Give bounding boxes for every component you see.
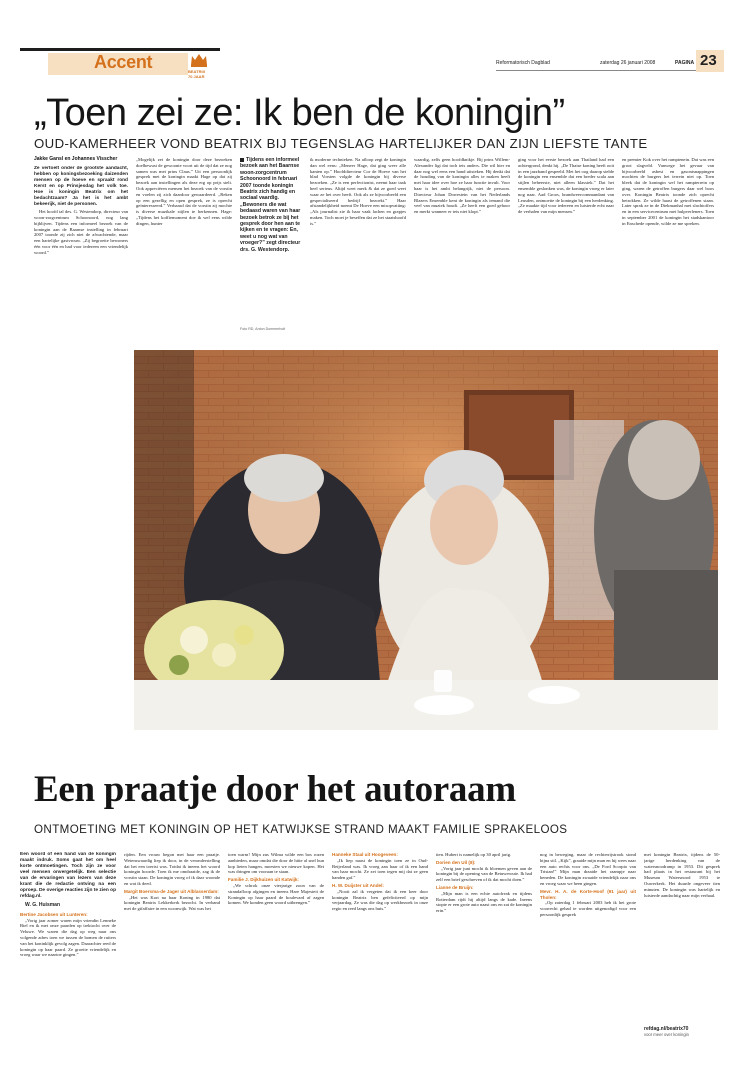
edition-date: zaterdag 26 januari 2008 xyxy=(600,60,656,66)
article1-column-1 xyxy=(34,166,128,726)
article2-col5-body: tien. Hubert is namelijk op 30 april jarig. xyxy=(436,852,512,857)
main-photo xyxy=(134,350,718,730)
article1-col5-body: ging voor het eerste bezoek aan Thailand had een achtergrond, denkt hij. „De Thaise koning heeft ooit in een jazzband gespeeld. Met het oog daarop stelde de koningin een ensemble dat een breder scala aan stijlen beheerste, niet alleen klassiek.” Dat het ensemble geslonken was, de koningin vroeg er later nog naar. Aad Groos, brandweercommandant van Leusden, ontmoette de koningin bij een herdenking. „Ze maakte tijd voor iedereen en luisterde echt naar de verhalen van mijn mensen.” xyxy=(518,157,614,215)
article2-column-6 xyxy=(540,852,636,1048)
article2-column-4 xyxy=(332,852,428,1048)
header-bar xyxy=(20,48,720,82)
article1-column-5 xyxy=(518,157,614,347)
photo-credit: Foto RD, Anton Dommerholt xyxy=(240,327,286,331)
article1-col4-body: waardig, zelfs geen hoofdknikje. Bij prins Willem-Alexander ligt dat toch iets anders. Die wil hier en daar nog wel eens een hand uitsteken. Hij denkt dat de houding van de koningin alles te maken heeft met haar idee over hoe ze haar functie invult. Voor haar is het ambt belangrijk, niet de persoon. Directeur Johan Dorrestein van het Nederlands Blazers Ensemble kent de koningin als iemand die veel van muziek houdt. „Ze heeft een goed gehoor en merkt wanneer er iets niet klopt.” xyxy=(414,157,510,215)
article2-col5-subhead-1: Dorien den Uil (8): xyxy=(436,859,476,865)
article1-col6-body: en premier Kok over het ramptenein. Dat was een groot slagveld. Vanwege het gevaar van bijvoorbeeld asbest en gasontsnappingen mochten de burgers het terrein niet op. Toen bleek dat de koningin wel het rampterrein op ging, waren de getroffen burgers daar wel boos over. Koningin Beatrix toonde zich oprecht betrokken. Ze wilde haast de getroffenen staan. Later sprak ze in de Diekmanhal met slachtoffers en in een servicecentrum met hulpverleners. Toen in september 2001 de koningin het stadskantoor in Enschede opende, wilde ze me spreken. xyxy=(622,157,714,226)
article2-column-1 xyxy=(20,852,116,1048)
footer-link-box[interactable] xyxy=(644,1026,720,1044)
article1-intro: Ze vertoelt onder de grootste aandacht, hebben op koningsbezoeking daizenden mensen op de hoeve en spraakt rond Kerst en op Prinsjesdag het volk toe. Hoe is koningin Beatrix om het bedachtzaam? Ja het is het ambt bekeerijk, niet de personen. xyxy=(34,166,128,207)
article2-column-3 xyxy=(228,852,324,1048)
article2-col4-subhead-1: Hanneke Staal uit Hoogeveen: xyxy=(332,852,398,857)
article2-col6-subhead: Mevr. H. A. de Korte-Hoof (91 jaar) uit Tholen: xyxy=(540,888,636,900)
article2-col1-subhead: Bertine Jacobsen uit Lunteren: xyxy=(20,911,88,917)
article2-byline: W. G. Huisman xyxy=(25,902,61,908)
article1-column-2 xyxy=(136,157,232,347)
article1-col3-body: ik moderne technieken. Na afloop zegt de koningin dan wel eens: „Meneer Hage, dat ging weer alle kanten op.” Hoofddirecteur Cor de Hoeve van het blad Vorsten volgde de koningin bij diverse bezoeken. „Ze is een perfectionist, neemt haar taak heel serieus. Altijd weet merk & dat ze goed weet waar ze het over heeft. Ook als ze bijvoorbeeld een gespecialiseerd bedrijf bezoekt.” Haar afstandelijkheid noemt De Hoeve een misopvatting: „Als journalist zie ik haar vaak lachen en grapjes maken. Toch moet je beseffen dat ze het staatshoofd is.” xyxy=(310,157,406,226)
logo-line-2: 70 JAAR xyxy=(188,74,205,79)
article2-col2b-body: „Het was Kort na haar Koning in 1980 dat koningin Beatrix Lekkerkerk bezocht. In verband met de gifaffaire in een woonwijk. Wat was het xyxy=(124,894,220,912)
page-number: 23 xyxy=(700,52,717,69)
article2-col5a-body: „Vorig jaar juni mocht ik bloemen geven aan de koningin bij de opening van de Betuweroute. Ik had zelf een brief geschreven of ik dat mocht doen.” xyxy=(436,865,532,883)
article2-column-7 xyxy=(644,852,720,1022)
article2-col4b-body: „Nooit zal ik vergeten dat ik een keer door koningin Beatrix ben gefeliciteerd op mijn verjaardag. Ze was die dag op werkbezoek in onze regio en reed langs ons huis.” xyxy=(332,888,428,912)
article2-col2-subhead: Margit Boersma-de Jager uit Alblasserdam: xyxy=(124,888,219,894)
article2-headline: Een praatje door het autoraam xyxy=(34,769,516,810)
footer-note: voor meer over koningin xyxy=(644,1032,689,1037)
article2-col3-body: toen warm! Mijn zus Wilma wilde een bos rozen aanbieden, maar omdat die door de hitte al snel hun kop lieten hangen, moesten we nieuwe kopen. Het was dringen om vooraan te staan. xyxy=(228,852,324,875)
article1-column-6 xyxy=(622,157,714,347)
article2-col5-subhead-2: Lianne de Bruijn: xyxy=(436,884,474,890)
article2-col2-body: rijden. Een vrouw begon met haar een praatje. Wetenswaardig liep ik door, in de veronderstelling dat het een toerist was. Totdat ik ineens het woord koningin hoorde. Toen ik me omdraaide, zag ik de vorstin staan. De koningin vroeg of ik daar woonde en wat ik deed. xyxy=(124,852,220,886)
article2-column-5 xyxy=(436,852,532,1048)
article2-col5b-body: „Mijn man is een echte autofreak en tijdens Rotterdam rijdt hij altijd langs de kade. Ineens stopte er een grote auto naast ons en zat de koningin erin.” xyxy=(436,890,532,914)
article1-column-3 xyxy=(310,157,406,347)
pull-quote-text: Tijdens een informeel bezoek aan het Baarnse woon-zorgcentrum Schoonoord in februari 2007 toonde koningin Beatrix zich handig en sociaal vaardig. „Bewoners die wat bedaasd waren van haar bezoek betrok ze bij het gesprek door hen aan te kijken en te vragen: En, weet u nog wat van vroeger?” zegt directeur drs. G. Westendorp. xyxy=(240,157,301,253)
article1-subhead: OUD-KAMERHEER VOND BEATRIX BIJ TEGENSLAG HARTELIJKER DAN ZIJN LIEFSTE TANTE xyxy=(34,136,648,151)
page-label: PAGINA xyxy=(675,60,695,66)
article1-byline: Jakke Gansl en Johannes Visscher xyxy=(34,156,118,162)
article1-col1-body: Het hoofd tal des. G. Westendorp, directeur van woon-zorgcentrum Schoonoord, nog lang bijblijven. Tijdens een informeel bezoek van de koningin aan de Baarnse instelling in februari 2007 toonde zij zich niet de afwachtende, maar een hartelijke gastvrouw. „Zij begroette bewoners één voor één en had voor iedereen een vriendelijk woord.” xyxy=(34,209,128,255)
article1-column-4 xyxy=(414,157,510,347)
article2-col6-body: nog in beweging, maar de rechterrijstrook stond bijna stil. „Kijk”, graaide mijn man en hij wees naar een auto rechts voor ons. „De Ford Scorpio van Tristan!” Mijn man draaide het raampje naar beneden. De koningin zwaaide vriendelijk naar ons en vroeg waar we heen gingen. xyxy=(540,852,636,886)
article1-col2-body: „Mogelijk zet de koningin door deze bezoeken doelbewust de gewoonte voort uit de tijd dat ze nog samen was met prins Claus.” Uit een persoonlijk gesprek met de koningin maakt Hage op dat zij bezoek aan instellingen als deze erg op prijs stelt. Ook appreciëren mensen het bezoek van de vorstin en voelen zij zich daardoor gewaardeerd. „Reken op een gezellig en open gesprek, ze is oprecht geïnteresseerd.” Verbaasd dat de vorstin zij mochte is diverse muzikale stijlen te herkennen. Hage: „Tijdens het koffiemoment doe ik wel eens wilde dingen, hunter xyxy=(136,157,232,226)
accent-rule xyxy=(20,48,220,51)
article2-col1-body: „Vorig jaar zomer waren mijn vriendin Lenneke Biel en ik met onze paarden op trektocht over de Veluwe. We waren die dag op weg naar ons volgende adres toen we tussen de bomen de ruiters van het koninklijk gevolg zagen. Daarachter reed de koningin op haar paard. Ze groette vriendelijk en vroeg waar we naartoe gingen.” xyxy=(20,917,116,958)
crown-icon xyxy=(190,52,208,68)
section-title: Accent xyxy=(94,52,153,72)
article2-column-2 xyxy=(124,852,220,1048)
article2-col3-subhead: Familie J. Dijkhuizen uit Katwijk: xyxy=(228,877,299,883)
article2-col3b-body: „We schrok onze vierjarige zoon van de strandafloop afgingen en ineens Hare Majesteit de Koningin op haar paard de boulevard af zagen komen. We konden geen woord uitbrengen.” xyxy=(228,882,324,906)
article2-col7-body: met koningin Beatrix, tijdens de 50-jarige herdenking van de watersnoodramp in 1953. Dit gesprek had plaats in het restaurant bij het Museum Watersnood 1953 te Ouwerkerk. Het duurde ongeveer tien minuten. De koningin was hartelijk en luisterde aandachtig naar mijn verhaal. xyxy=(644,852,720,898)
article1-headline: „Toen zei ze: Ik ben de koningin” xyxy=(34,92,565,134)
newspaper-name: Reformatorisch Dagblad xyxy=(496,60,550,66)
footer-link[interactable]: refdag.nl/beatrix70 xyxy=(644,1026,689,1032)
logo-line-1: BEATRIX xyxy=(188,69,206,74)
article2-subhead: ONTMOETING MET KONINGIN OP HET KATWIJKSE STRAND MAAKT FAMILIE SPRAKELOOS xyxy=(34,823,568,836)
article2-intro: Een woord of een hand van de koningin maakt indruk. Soms gaat het om heel korte ontmoetingen. Toch zijn ze voor veel mensen onvergetelijk. Een selectie van de ervaringen van lezers van deze krant die de redactie ontving na een oproep. De overige reacties zijn te zien op refdag.nl. xyxy=(20,852,116,899)
article2-col4a-body: „Ik liep naast de koningin toen ze in Oud-Beijerland was. Ik vroeg aan haar of ik een hand van haar mocht. Ze zei toen tegen mij dat ze geen handen gaf.” xyxy=(332,857,428,881)
article2-col4-subhead-2: H. W. Duijster uit Andel: xyxy=(332,882,384,888)
article2-col6a-body: „Op zaterdag 1 februari 2003 heb ik het grote voorrecht gehad te worden uitgenodigd voor een persoonlijk gesprek xyxy=(540,900,636,917)
header-rule xyxy=(496,70,696,71)
pull-quote xyxy=(240,157,304,347)
